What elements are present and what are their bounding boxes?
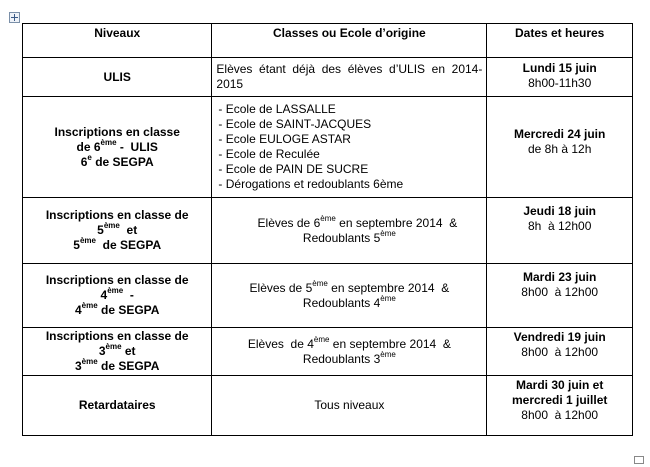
date-text: Mercredi 24 juin [513,127,606,141]
origin-cell [212,198,487,264]
table-row [23,376,633,436]
enrollment-schedule-table [22,23,633,436]
origin-school-list [216,102,482,192]
origin-cell: Tous niveaux [212,376,487,436]
date-cell [487,328,633,376]
level-text: Inscriptions en classe [54,124,180,139]
level-text: 4ème de SEGPA [74,301,160,317]
origin-text: Redoublants 3ème [302,349,396,366]
table-row [23,97,633,198]
time-text: 8h00 à 12h00 [521,345,599,359]
level-text: Inscriptions en classe de [45,273,189,287]
time-text: de 8h à 12h [527,142,592,156]
level-text: 3ème et [98,342,136,358]
date-text: Lundi 15 juin [522,61,597,75]
list-item: - Ecole de LASSALLE [218,102,336,116]
date-text: Vendredi 19 juin [513,330,606,344]
time-text: 8h00 à 12h00 [521,285,599,299]
level-text: Inscriptions en classe de [45,329,189,343]
date-text: Jeudi 18 juin [523,204,597,218]
table-row [23,58,633,97]
list-item: - Dérogations et redoublants 6ème [218,177,404,191]
time-text: 8h00 à 12h00 [521,408,599,422]
date-cell [487,97,633,198]
origin-cell: Elèves étant déjà des élèves d’ULIS en 2014-2015 [212,58,487,97]
table-move-handle-icon[interactable] [9,12,20,23]
level-cell [23,97,212,198]
header-classes-origine: Classes ou Ecole d’origine [212,24,487,58]
date-cell [487,376,633,436]
origin-text: Redoublants 4ème [302,293,396,310]
level-text: de 6ème - ULIS [76,137,158,154]
level-text: 5ème et [97,221,138,237]
level-cell [23,58,212,97]
level-cell [23,376,212,436]
table-resize-handle-icon[interactable] [634,456,644,464]
level-cell [23,328,212,376]
date-text: mercredi 1 juillet [511,393,608,407]
date-text: Mardi 30 juin et [516,378,604,392]
header-dates-heures: Dates et heures [487,24,633,58]
origin-text: Elèves de 4ème en septembre 2014 & [247,334,451,351]
origin-cell [212,97,487,198]
level-text: 5ème de SEGPA [73,236,162,252]
origin-text: Redoublants 5ème [302,228,396,245]
level-cell [23,264,212,328]
table-row [23,328,633,376]
table-row [23,198,633,264]
level-cell [23,198,212,264]
level-text: 6e de SEGPA [80,152,154,169]
header-niveaux: Niveaux [23,24,212,58]
origin-text: Elèves de 5ème en septembre 2014 & [249,278,450,295]
level-text: Retardataires [78,398,156,412]
time-text: 8h00-11h30 [528,76,592,90]
level-text: 4ème - [100,286,134,302]
table-row [23,264,633,328]
list-item: - Ecole de PAIN DE SUCRE [218,162,369,176]
origin-cell [212,328,487,376]
date-cell [487,264,633,328]
origin-cell [212,264,487,328]
date-cell [487,58,633,97]
table-header-row [23,24,633,58]
level-text: ULIS [103,69,131,84]
level-text: 3ème de SEGPA [74,357,160,373]
date-text: Mardi 23 juin [523,270,597,284]
level-text: Inscriptions en classe de [45,208,189,222]
list-item: - Ecole de Reculée [218,147,320,161]
date-cell [487,198,633,264]
origin-text: Elèves de 6ème en septembre 2014 & [257,213,458,230]
time-text: 8h à 12h00 [527,219,592,233]
list-item: - Ecole de SAINT-JACQUES [218,117,372,131]
list-item: - Ecole EULOGE ASTAR [218,132,351,146]
